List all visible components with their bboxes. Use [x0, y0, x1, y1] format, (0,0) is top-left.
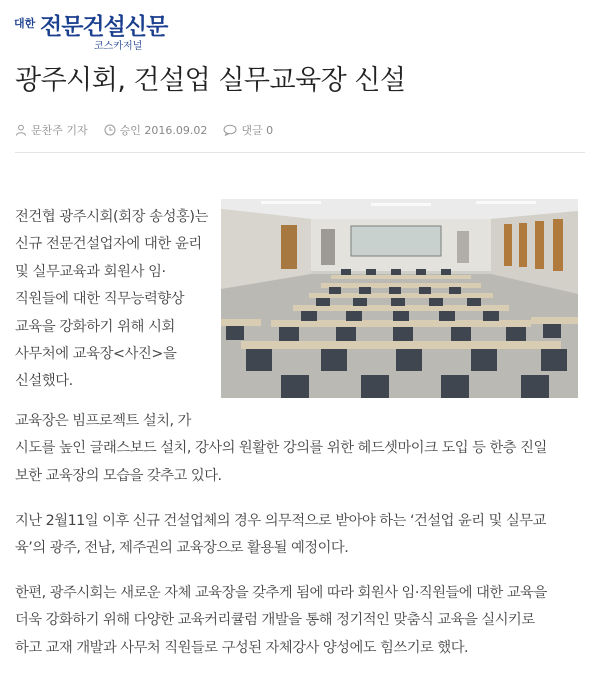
author-meta: [15, 122, 88, 138]
author-name: 문찬주 기자: [31, 124, 88, 137]
paragraph-line: 지난 2월11일 이후 신규 건설업체의 경우 의무적으로 받아야 하는 ‘건설업 윤리 및 실무교: [15, 513, 546, 529]
paragraph-line: 교육장은 빔프로젝트 설치, 가: [15, 413, 191, 429]
paragraph-line: 보한 교육장의 모습을 갖추고 있다.: [15, 467, 222, 484]
paragraph-line: 시도를 높인 글래스보드 설치, 강사의 원활한 강의를 위한 헤드셋마이크 도입 등 한층 진일: [15, 440, 547, 457]
masthead-subtitle: 코스카저널: [94, 41, 143, 52]
paragraph-equipment: [15, 408, 547, 490]
classroom-photo: [221, 199, 578, 398]
paragraph-line: 더욱 강화하기 위해 다양한 교육커리큘럼 개발을 통해 정기적인 맞춤식 교육을 실시키로: [15, 612, 535, 629]
header-divider: [15, 152, 585, 153]
lead-paragraph: 전건협 광주시회(회장 송성홍)는 신규 전문건설업자에 대한 윤리 및 실무교육과 회원사 임·직원들에 대한 직무능력향상 교육을 강화하기 위해 시회 사무처에 교육장<사진>을 신설했다.: [15, 209, 208, 390]
comments-meta[interactable]: [223, 122, 273, 138]
masthead-title: 전문건설신문: [40, 14, 168, 40]
person-icon: [15, 124, 27, 136]
approved-meta: [104, 122, 208, 138]
paragraph-usage: [15, 508, 546, 563]
article-headline: 광주시회, 건설업 실무교육장 신설: [15, 65, 406, 96]
paragraph-line: 한편, 광주시회는 새로운 자체 교육장을 갖추게 됨에 따라 회원사 임·직원들에 대한 교육을: [15, 585, 547, 601]
masthead-logo[interactable]: [14, 8, 214, 50]
approved-date: 승인 2016.09.02: [119, 124, 208, 137]
clock-icon: [104, 124, 116, 136]
paragraph-plans: [15, 580, 547, 662]
article-meta: [15, 122, 289, 138]
speech-bubble-icon: [223, 124, 237, 136]
masthead-prefix: 대한: [14, 17, 36, 30]
paragraph-line: 하고 교재 개발과 사무처 직원들로 구성된 자체강사 양성에도 힘쓰기로 했다.: [15, 639, 469, 656]
paragraph-line: 육’의 광주, 전남, 제주권의 교육장으로 활용될 예정이다.: [15, 540, 349, 557]
comments-count[interactable]: 댓글 0: [241, 124, 274, 137]
